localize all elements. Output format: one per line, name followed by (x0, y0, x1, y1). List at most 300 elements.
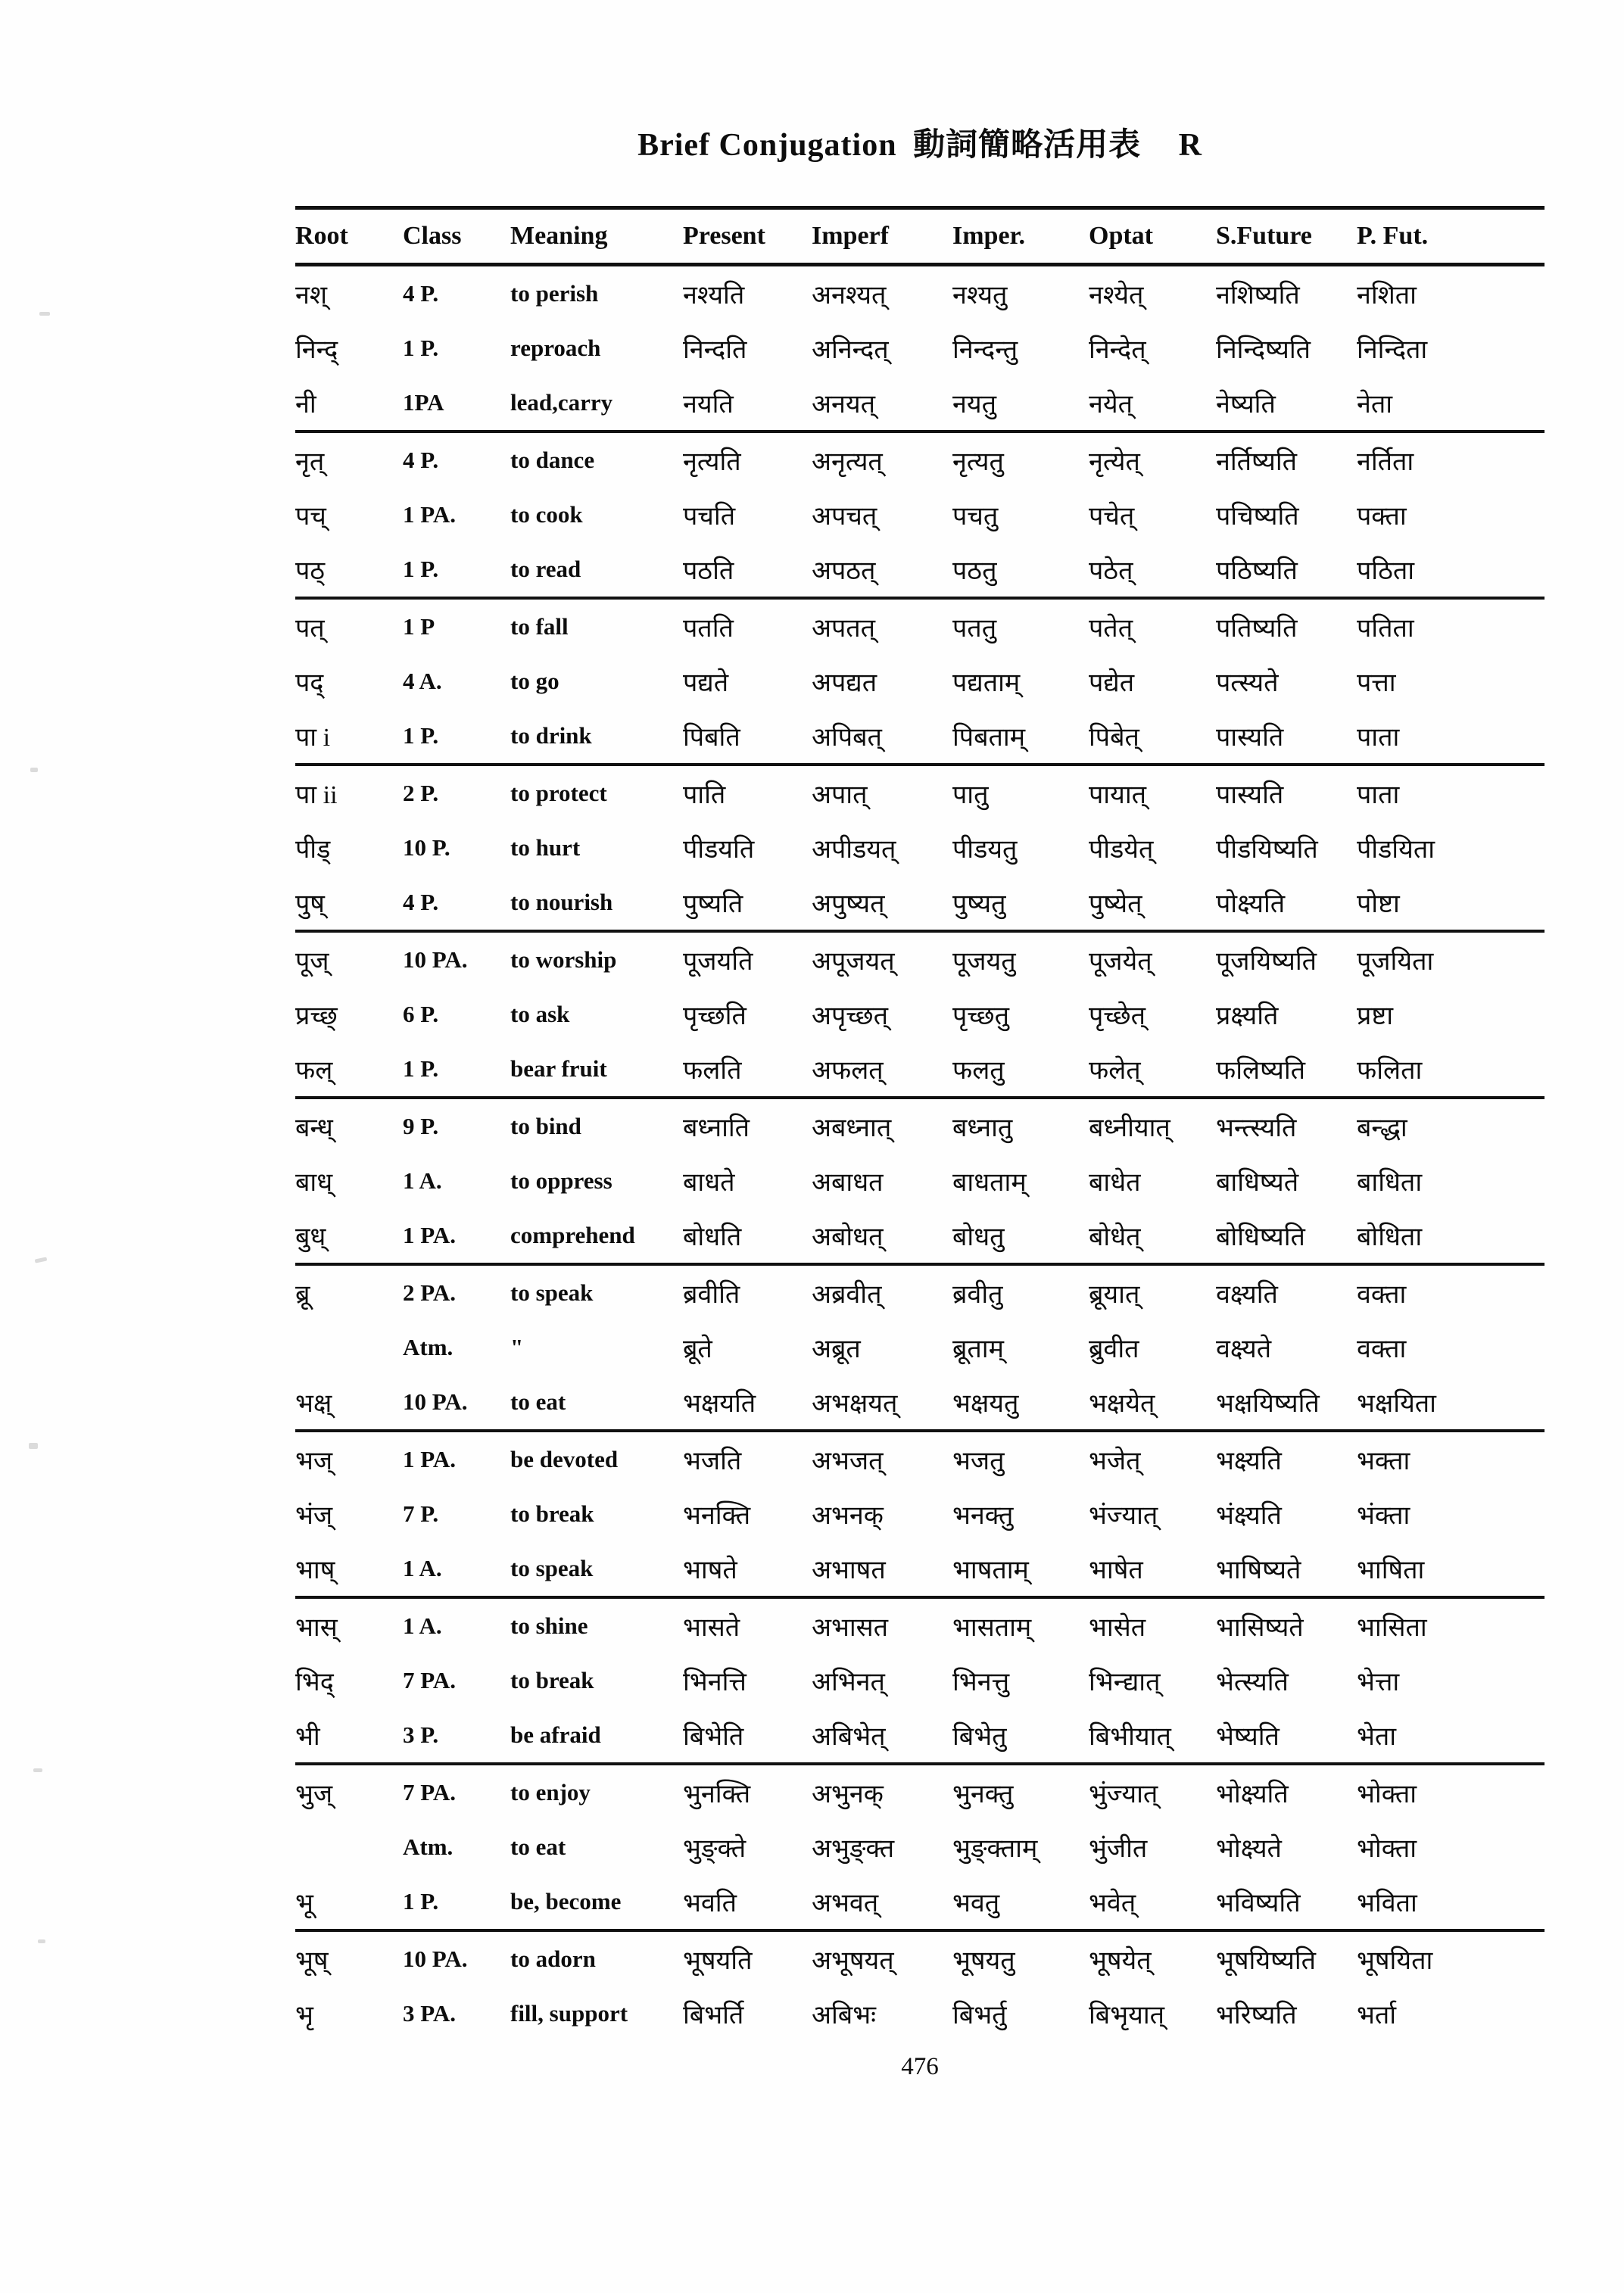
cell-class: 3 P. (403, 1721, 439, 1748)
cell-present: बिभेति (683, 1723, 744, 1751)
cell-imperf: अभासत (812, 1614, 889, 1642)
cell-present: ब्रूते (683, 1335, 712, 1363)
cell-imperf: अपठत् (812, 557, 876, 585)
table-row (295, 1042, 1545, 1098)
cell-root: पच् (295, 503, 326, 531)
cell-class: 10 PA. (403, 1946, 468, 1972)
cell-optat: भक्षयेत् (1089, 1390, 1155, 1418)
cell-root: भज् (295, 1447, 333, 1475)
table-row (295, 1653, 1545, 1708)
cell-sfuture: निन्दिष्यति (1216, 336, 1311, 364)
cell-pfut: पोष्टा (1357, 890, 1400, 918)
cell-present: पाति (683, 781, 726, 809)
cell-meaning: to worship (510, 946, 617, 973)
cell-imperf: अभिनत् (812, 1668, 885, 1696)
scan-smudge (30, 768, 38, 772)
cell-imper: भूषयतु (952, 1947, 1015, 1975)
cell-imper: पद्यताम् (952, 669, 1021, 697)
cell-present: पीडयति (683, 836, 755, 864)
cell-root: नृत् (295, 448, 325, 476)
cell-class: 4 A. (403, 668, 442, 694)
cell-imper: पातु (952, 781, 989, 809)
cell-imperf: अपीडयत् (812, 836, 896, 864)
cell-optat: बिभीयात् (1089, 1723, 1171, 1751)
cell-root: निन्द् (295, 336, 338, 364)
cell-present: फलति (683, 1057, 742, 1085)
cell-sfuture: बोधिष्यति (1216, 1223, 1305, 1251)
cell-class: 1 A. (403, 1167, 442, 1194)
cell-meaning: lead,carry (510, 389, 613, 416)
cell-pfut: भोक्ता (1357, 1835, 1417, 1863)
cell-imper: पततु (952, 615, 997, 643)
cell-sfuture: पास्यति (1216, 781, 1284, 809)
col-header-present: Present (683, 222, 765, 250)
cell-root: नश् (295, 282, 327, 310)
cell-imperf: अभजत् (812, 1447, 884, 1475)
cell-meaning: to hurt (510, 834, 581, 861)
cell-class: 7 PA. (403, 1779, 457, 1805)
cell-imperf: अभुनक् (812, 1781, 884, 1809)
cell-imper: भुङ्क्ताम् (952, 1835, 1038, 1863)
cell-root: भंज् (295, 1502, 333, 1530)
cell-imperf: अपात् (812, 781, 868, 809)
cell-present: पृच्छति (683, 1002, 747, 1030)
cell-class: 4 P. (403, 280, 439, 307)
cell-optat: बिभृयात् (1089, 2002, 1165, 2030)
cell-meaning: bear fruit (510, 1055, 607, 1082)
cell-imperf: अनयत् (812, 391, 875, 419)
cell-sfuture: भासिष्यते (1216, 1614, 1304, 1642)
cell-pfut: पूजयिता (1357, 948, 1434, 976)
cell-root: भुज् (295, 1781, 333, 1809)
cell-class: 2 PA. (403, 1279, 457, 1306)
cell-sfuture: पतिष्यति (1216, 615, 1298, 643)
cell-root: भी (295, 1723, 320, 1751)
cell-present: पद्यते (683, 669, 729, 697)
cell-meaning: to drink (510, 722, 592, 749)
cell-optat: बाधेत (1089, 1169, 1141, 1197)
cell-root: नी (295, 391, 316, 419)
table-row (295, 1597, 1545, 1653)
cell-imperf: अनिन्दत् (812, 336, 889, 364)
cell-root: भूष् (295, 1947, 329, 1975)
cell-root: भृ (295, 2002, 313, 2030)
cell-class: 1 P. (403, 1888, 439, 1914)
cell-imperf: अभाषत (812, 1556, 886, 1584)
cell-present: पिबति (683, 724, 740, 752)
cell-optat: पद्येत (1089, 669, 1135, 697)
cell-imperf: अपृच्छत् (812, 1002, 889, 1030)
table-row (295, 1986, 1545, 2041)
cell-sfuture: भेत्स्यति (1216, 1668, 1289, 1696)
cell-imperf: अभूषयत् (812, 1947, 894, 1975)
row-group (295, 431, 1545, 598)
cell-optat: ब्रूयात् (1089, 1281, 1140, 1309)
cell-meaning: be devoted (510, 1446, 619, 1472)
cell-imper: बिभर्तु (952, 2002, 1007, 2030)
cell-pfut: भेत्ता (1357, 1668, 1400, 1696)
table-row (295, 1487, 1545, 1541)
cell-sfuture: पठिष्यति (1216, 557, 1298, 585)
table-row (295, 265, 1545, 322)
scan-smudge (29, 1443, 38, 1449)
cell-imperf: अपद्यत (812, 669, 877, 697)
cell-optat: भंज्यात् (1089, 1502, 1158, 1530)
cell-imper: ब्रूताम् (952, 1335, 1004, 1363)
cell-sfuture: बाधिष्यते (1216, 1169, 1299, 1197)
cell-sfuture: भक्ष्यति (1216, 1447, 1282, 1475)
cell-optat: पठेत् (1089, 557, 1133, 585)
cell-sfuture: नशिष्यति (1216, 282, 1300, 310)
cell-optat: फलेत् (1089, 1057, 1141, 1085)
cell-meaning: be, become (510, 1888, 622, 1914)
table-row (295, 654, 1545, 709)
cell-root: बुध् (295, 1223, 326, 1251)
cell-meaning: to speak (510, 1279, 594, 1306)
cell-meaning: to break (510, 1667, 594, 1693)
cell-imper: पुष्यतु (952, 890, 1006, 918)
cell-pfut: भक्षयिता (1357, 1390, 1436, 1418)
cell-class: 6 P. (403, 1001, 439, 1027)
col-header-root: Root (295, 222, 348, 250)
cell-present: पठति (683, 557, 734, 585)
table-row (295, 1930, 1545, 1986)
cell-sfuture: नेष्यति (1216, 391, 1276, 419)
table-row (295, 1320, 1545, 1375)
cell-present: भुनक्ति (683, 1781, 751, 1809)
cell-class: Atm. (403, 1833, 454, 1860)
cell-meaning: to cook (510, 501, 583, 528)
cell-sfuture: भूषयिष्यति (1216, 1947, 1317, 1975)
cell-imper: भुनक्तु (952, 1781, 1014, 1809)
cell-imper: बाधताम् (952, 1169, 1027, 1197)
cell-pfut: फलिता (1357, 1057, 1423, 1085)
cell-sfuture: भेष्यति (1216, 1723, 1280, 1751)
row-group (295, 1764, 1545, 1930)
cell-imper: बोधतु (952, 1223, 1005, 1251)
cell-meaning: to oppress (510, 1167, 613, 1194)
cell-imper: पिबताम् (952, 724, 1026, 752)
table-row (295, 875, 1545, 931)
cell-present: भुङ्क्ते (683, 1835, 747, 1863)
cell-meaning: to nourish (510, 889, 613, 915)
cell-sfuture: पचिष्यति (1216, 503, 1299, 531)
cell-pfut: भाषिता (1357, 1556, 1425, 1584)
cell-meaning: be afraid (510, 1721, 601, 1748)
cell-pfut: पाता (1357, 781, 1400, 809)
cell-optat: भजेत् (1089, 1447, 1141, 1475)
table-row (295, 1264, 1545, 1320)
cell-root: पठ् (295, 557, 326, 585)
cell-pfut: पक्ता (1357, 503, 1407, 531)
cell-root: पा i (295, 724, 331, 752)
table-row (295, 1874, 1545, 1930)
cell-class: 1 PA. (403, 1222, 457, 1248)
cell-imper: भनक्तु (952, 1502, 1014, 1530)
cell-root: भाष् (295, 1556, 335, 1584)
cell-class: Atm. (403, 1334, 454, 1360)
cell-imper: भासताम् (952, 1614, 1032, 1642)
cell-meaning: comprehend (510, 1222, 635, 1248)
row-group (295, 265, 1545, 432)
cell-imper: फलतु (952, 1057, 1005, 1085)
cell-pfut: निन्दिता (1357, 336, 1428, 364)
cell-present: निन्दति (683, 336, 747, 364)
cell-sfuture: भरिष्यति (1216, 2002, 1297, 2030)
cell-class: 7 P. (403, 1500, 439, 1527)
cell-imper: पचतु (952, 503, 999, 531)
cell-present: भजति (683, 1447, 742, 1475)
scan-smudge (33, 1768, 42, 1772)
cell-imper: भिनत्तु (952, 1668, 1010, 1696)
cell-imper: ब्रवीतु (952, 1281, 1003, 1309)
col-header-imperf: Imperf (812, 222, 889, 250)
page-title-english: Brief Conjugation (637, 128, 897, 163)
cell-imperf: अभुङ्क्त (812, 1835, 895, 1863)
cell-imperf: अभवत् (812, 1890, 879, 1918)
page-title (295, 120, 1545, 165)
cell-optat: ब्रुवीत (1089, 1335, 1139, 1363)
cell-present: भूषयति (683, 1947, 753, 1975)
table-row (295, 1541, 1545, 1597)
col-header-class: Class (403, 222, 462, 250)
cell-pfut: नशिता (1357, 282, 1417, 310)
cell-meaning: to bind (510, 1113, 581, 1139)
table-header (295, 208, 1545, 265)
cell-present: नृत्यति (683, 448, 741, 476)
cell-class: 4 P. (403, 447, 439, 473)
cell-class: 1 A. (403, 1612, 442, 1639)
cell-optat: भिन्द्यात् (1089, 1668, 1161, 1696)
cell-root: पूज् (295, 948, 329, 976)
cell-root: फल् (295, 1057, 333, 1085)
cell-sfuture: पास्यति (1216, 724, 1284, 752)
cell-root: पुष् (295, 890, 325, 918)
cell-root: पत् (295, 615, 325, 643)
cell-present: नयति (683, 391, 734, 419)
cell-optat: निन्देत् (1089, 336, 1146, 364)
cell-meaning: to shine (510, 1612, 588, 1639)
cell-root (295, 1820, 403, 1874)
cell-pfut: नर्तिता (1357, 448, 1414, 476)
cell-present: भवति (683, 1890, 737, 1918)
cell-sfuture: भंक्ष्यति (1216, 1502, 1282, 1530)
cell-class: 1 PA. (403, 1446, 457, 1472)
row-group (295, 1098, 1545, 1264)
cell-class: 1 P. (403, 722, 439, 749)
cell-optat: बोधेत् (1089, 1223, 1141, 1251)
table-row (295, 1098, 1545, 1154)
col-header-optat: Optat (1089, 222, 1153, 250)
cell-imperf: अपुष्यत् (812, 890, 885, 918)
cell-sfuture: भक्षयिष्यति (1216, 1390, 1320, 1418)
cell-meaning: fill, support (510, 2000, 628, 2027)
cell-pfut: बन्द्धा (1357, 1114, 1407, 1142)
cell-imper: भजतु (952, 1447, 1005, 1475)
cell-pfut: पत्ता (1357, 669, 1396, 697)
row-group (295, 1930, 1545, 2041)
cell-imper: पूजयतु (952, 948, 1016, 976)
cell-pfut: भूषयिता (1357, 1947, 1433, 1975)
cell-pfut: वक्ता (1357, 1281, 1407, 1309)
cell-meaning: to enjoy (510, 1779, 591, 1805)
row-group (295, 598, 1545, 765)
cell-class: 10 PA. (403, 946, 468, 973)
cell-meaning: to go (510, 668, 560, 694)
table-row (295, 488, 1545, 542)
cell-imper: नश्यतु (952, 282, 1008, 310)
cell-root: पद् (295, 669, 324, 697)
cell-root: बन्ध् (295, 1114, 333, 1142)
cell-pfut: बोधिता (1357, 1223, 1423, 1251)
cell-imperf: अनश्यत् (812, 282, 887, 310)
cell-optat: बध्नीयात् (1089, 1114, 1170, 1142)
cell-present: पूजयति (683, 948, 753, 976)
cell-imper: बध्नातु (952, 1114, 1013, 1142)
col-header-sfuture: S.Future (1216, 222, 1312, 250)
cell-meaning: " (510, 1334, 524, 1360)
cell-meaning: to dance (510, 447, 595, 473)
cell-root: ब्रू (295, 1281, 310, 1309)
cell-imper: भाषताम् (952, 1556, 1029, 1584)
cell-sfuture: पीडयिष्यति (1216, 836, 1318, 864)
cell-pfut: पाता (1357, 724, 1400, 752)
cell-optat: नयेत् (1089, 391, 1133, 419)
cell-imperf: अबाधत (812, 1169, 884, 1197)
cell-meaning: to read (510, 556, 581, 582)
table-row (295, 1375, 1545, 1431)
cell-class: 7 PA. (403, 1667, 457, 1693)
cell-meaning: to perish (510, 280, 599, 307)
cell-class: 1 P. (403, 556, 439, 582)
cell-optat: नश्येत् (1089, 282, 1144, 310)
scan-smudge (35, 1257, 48, 1263)
cell-present: भासते (683, 1614, 740, 1642)
cell-root: पा ii (295, 781, 338, 809)
cell-imperf: अबिभेत् (812, 1723, 886, 1751)
table-row (295, 598, 1545, 654)
cell-present: बिभर्ति (683, 2002, 744, 2030)
cell-imper: पीडयतु (952, 836, 1018, 864)
table-row (295, 321, 1545, 375)
cell-imperf: अब्रवीत् (812, 1281, 882, 1309)
table-row (295, 1764, 1545, 1820)
table-row (295, 709, 1545, 765)
cell-optat: पचेत् (1089, 503, 1135, 531)
cell-optat: पूजयेत् (1089, 948, 1152, 976)
cell-optat: भासेत (1089, 1614, 1146, 1642)
cell-present: बध्नाति (683, 1114, 750, 1142)
cell-root: पीड् (295, 836, 331, 864)
cell-imperf: अपचत् (812, 503, 877, 531)
cell-imper: नृत्यतु (952, 448, 1004, 476)
cell-class: 10 PA. (403, 1388, 468, 1415)
cell-class: 10 P. (403, 834, 450, 861)
row-group (295, 1431, 1545, 1597)
cell-present: पचति (683, 503, 736, 531)
cell-optat: पायात् (1089, 781, 1147, 809)
cell-present: नश्यति (683, 282, 745, 310)
cell-sfuture: भाषिष्यते (1216, 1556, 1301, 1584)
cell-meaning: to eat (510, 1388, 566, 1415)
scan-smudge (39, 312, 50, 316)
cell-imperf: अफलत् (812, 1057, 884, 1085)
cell-sfuture: वक्ष्यते (1216, 1335, 1272, 1363)
cell-imper: भक्षयतु (952, 1390, 1019, 1418)
cell-optat: भूषयेत् (1089, 1947, 1152, 1975)
cell-optat: भुंजीत (1089, 1835, 1148, 1863)
table-row (295, 1154, 1545, 1208)
table-row (295, 375, 1545, 431)
cell-pfut: भर्ता (1357, 2002, 1397, 2030)
cell-optat: पतेत् (1089, 615, 1133, 643)
cell-present: ब्रवीति (683, 1281, 740, 1309)
cell-pfut: बाधिता (1357, 1169, 1423, 1197)
cell-root: भू (295, 1890, 313, 1918)
cell-class: 1 P. (403, 335, 439, 361)
page-number: 476 (901, 2053, 939, 2080)
row-group (295, 1264, 1545, 1431)
cell-sfuture: फलिष्यति (1216, 1057, 1306, 1085)
scan-smudge (38, 1939, 45, 1943)
cell-optat: पिबेत् (1089, 724, 1139, 752)
cell-present: बोधति (683, 1223, 742, 1251)
cell-imper: पठतु (952, 557, 997, 585)
cell-pfut: भोक्ता (1357, 1781, 1417, 1809)
table-row (295, 765, 1545, 821)
page-title-section-letter: R (1178, 128, 1202, 163)
cell-imperf: अपिबत् (812, 724, 882, 752)
row-group (295, 1597, 1545, 1764)
cell-root: भिद् (295, 1668, 334, 1696)
cell-class: 1 P (403, 613, 435, 640)
cell-imper: भवतु (952, 1890, 1000, 1918)
table-row (295, 1431, 1545, 1487)
cell-meaning: to break (510, 1500, 594, 1527)
cell-pfut: भेता (1357, 1723, 1397, 1751)
cell-imper: बिभेतु (952, 1723, 1007, 1751)
table-row (295, 431, 1545, 488)
cell-imperf: अबोधत् (812, 1223, 884, 1251)
row-group (295, 765, 1545, 931)
cell-class: 1PA (403, 389, 444, 416)
col-header-imper: Imper. (952, 222, 1026, 250)
cell-optat: पृच्छेत् (1089, 1002, 1146, 1030)
cell-present: भाषते (683, 1556, 737, 1584)
cell-imperf: अबिभः (812, 2002, 876, 2030)
page-title-cjk: 動詞簡略活用表 (913, 128, 1142, 163)
cell-sfuture: पोक्ष्यति (1216, 890, 1286, 918)
col-header-pfut: P. Fut. (1357, 222, 1429, 250)
cell-sfuture: भविष्यति (1216, 1890, 1301, 1918)
cell-sfuture: भन्त्स्यति (1216, 1114, 1297, 1142)
table-row (295, 821, 1545, 875)
cell-meaning: to adorn (510, 1946, 596, 1972)
cell-imper: पृच्छतु (952, 1002, 1010, 1030)
cell-imperf: अभनक् (812, 1502, 884, 1530)
cell-class: 9 P. (403, 1113, 439, 1139)
cell-pfut: भविता (1357, 1890, 1417, 1918)
cell-present: बाधते (683, 1169, 735, 1197)
table-row (295, 1820, 1545, 1874)
cell-imperf: अब्रूत (812, 1335, 861, 1363)
cell-class: 3 PA. (403, 2000, 457, 2027)
cell-sfuture: भोक्ष्यति (1216, 1781, 1289, 1809)
cell-optat: भाषेत (1089, 1556, 1143, 1584)
cell-class: 1 PA. (403, 501, 457, 528)
cell-root: प्रच्छ् (295, 1002, 338, 1030)
cell-present: भिनत्ति (683, 1668, 747, 1696)
